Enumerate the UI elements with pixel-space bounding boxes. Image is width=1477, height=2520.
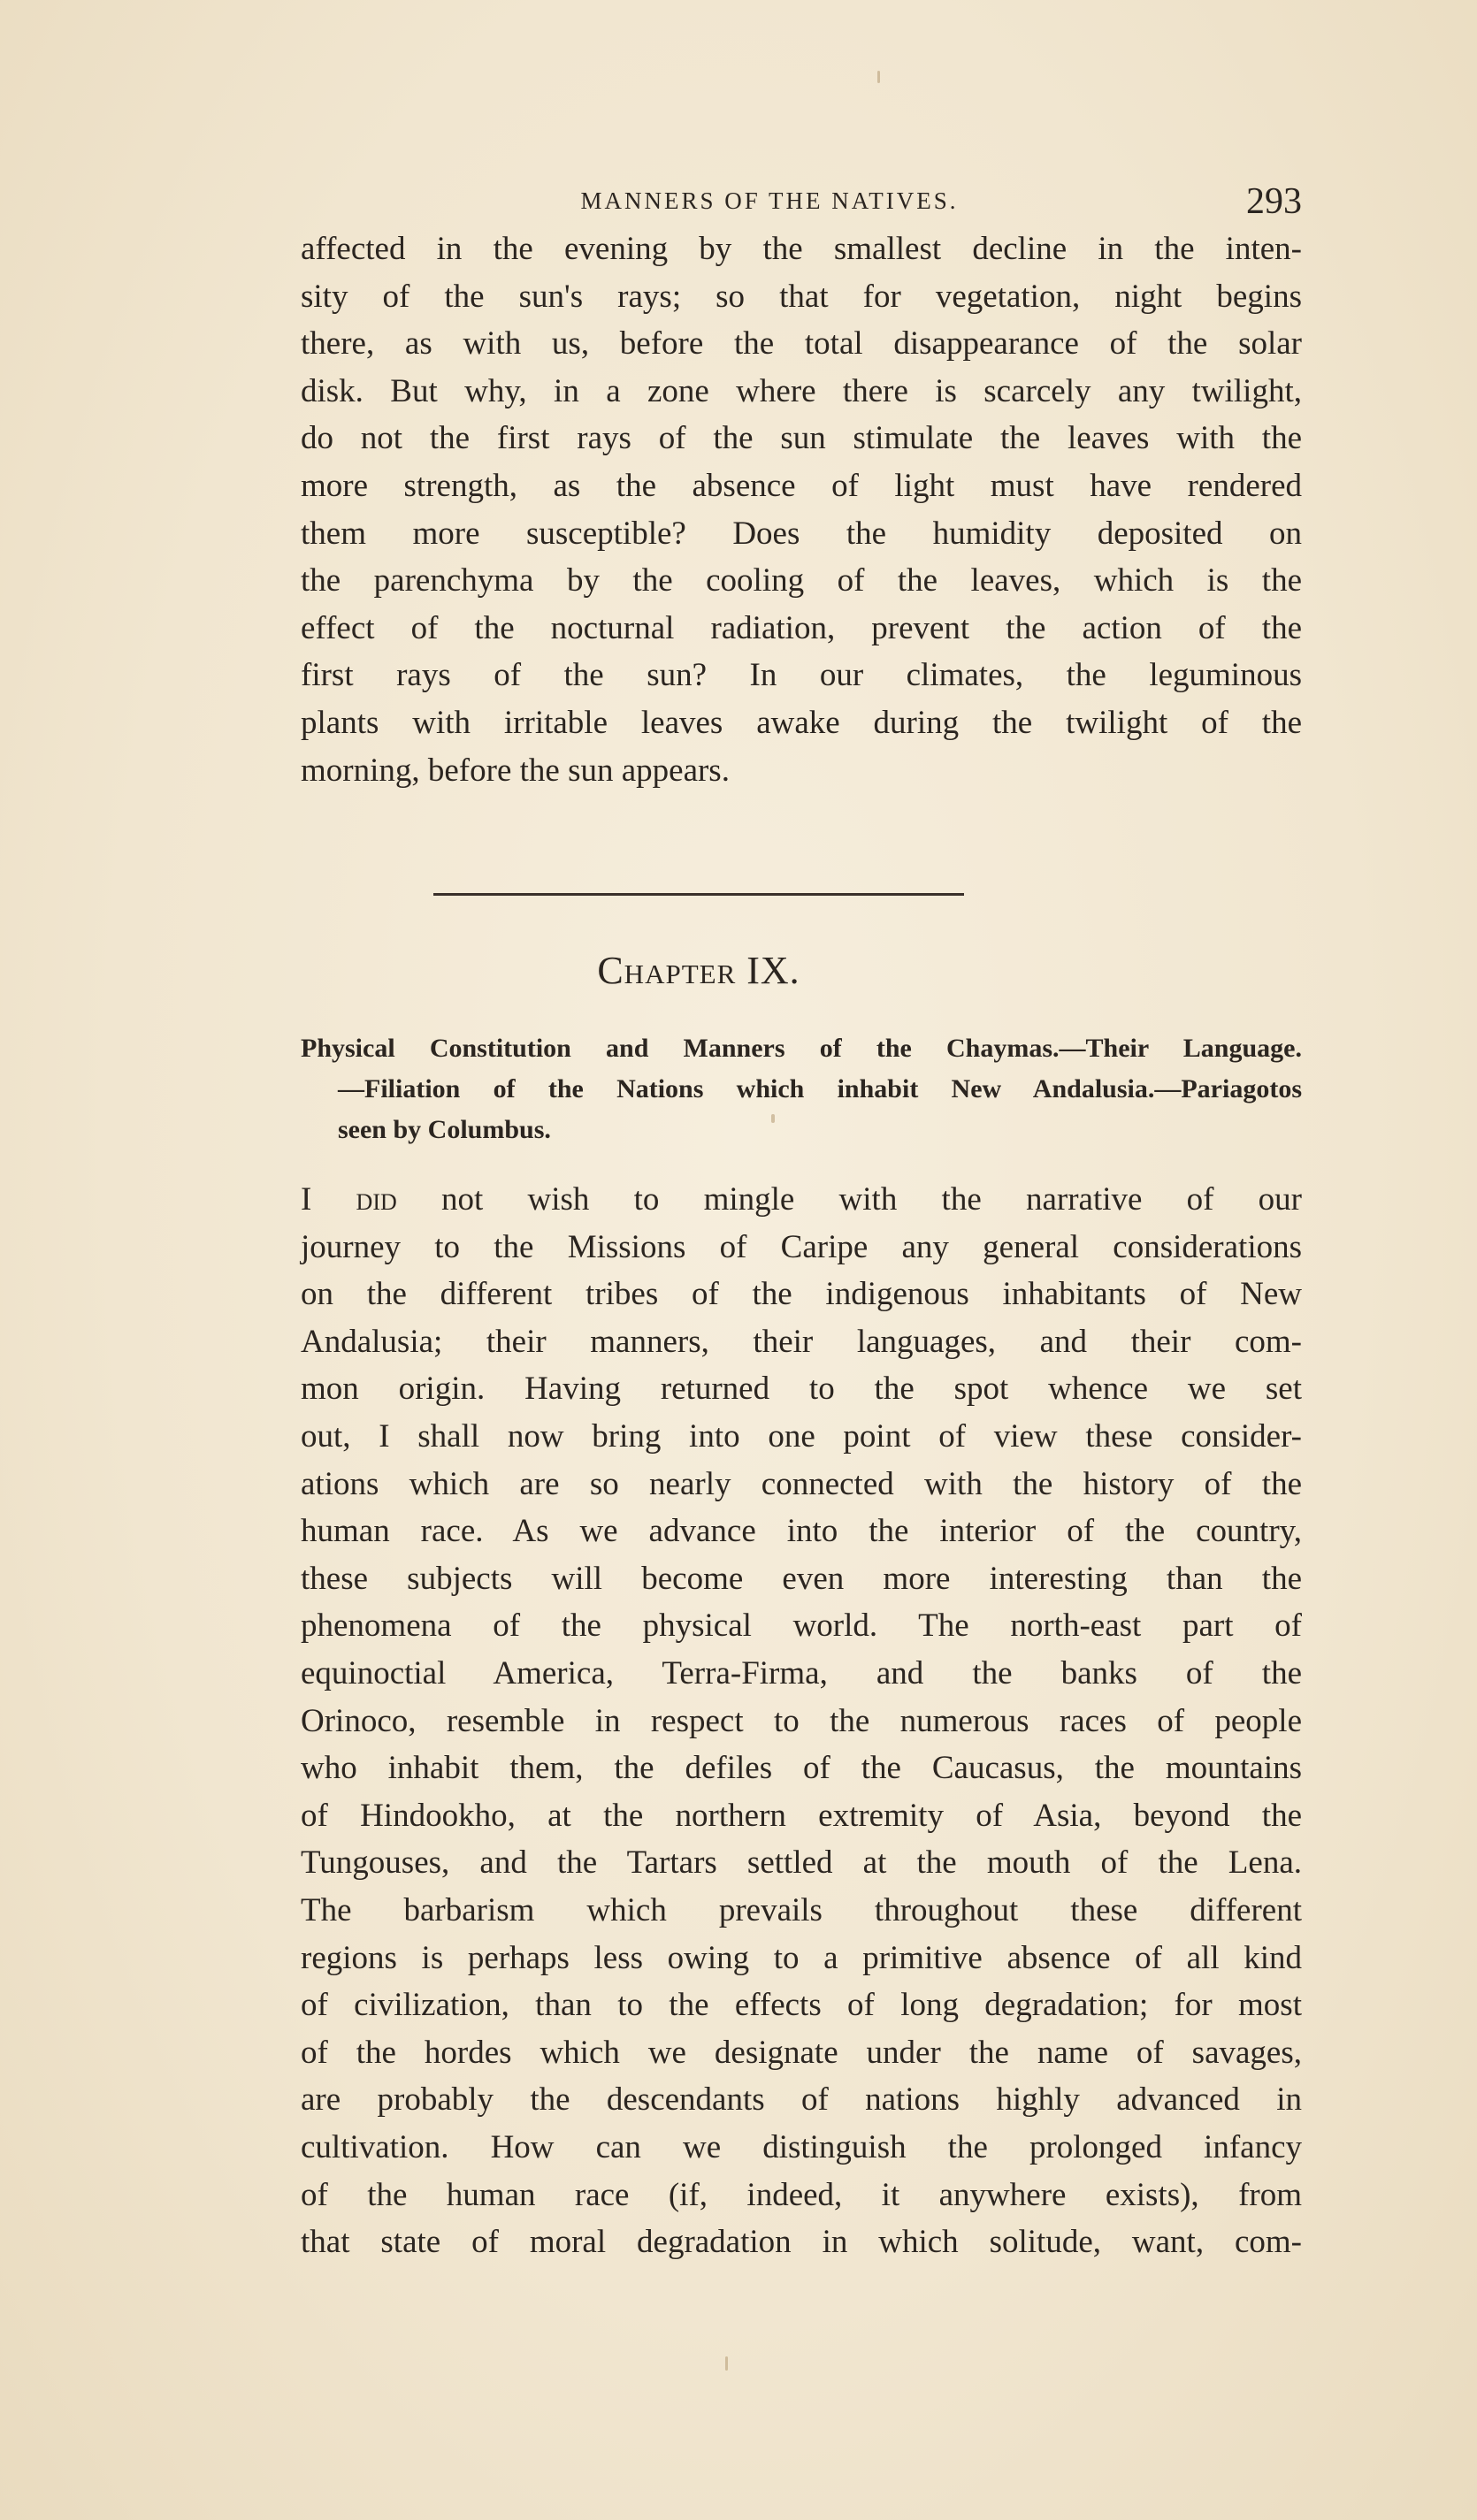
text-line: cultivation. How can we distinguish the prolonged infancy (301, 2129, 1302, 2165)
text-line: morning, before the sun appears. (301, 752, 730, 789)
text-line: these subjects will become even more interesting than the (301, 1560, 1302, 1597)
chapter-summary-line: Physical Constitution and Manners of the Chaymas.—Their Language. (301, 1034, 1302, 1063)
text-line: Tungouses, and the Tartars settled at the mouth of the Lena. (301, 1844, 1302, 1882)
text-line: there, as with us, before the total disappearance of the solar (301, 325, 1302, 363)
opening-smallcaps: did (356, 1181, 397, 1218)
text-line: the parenchyma by the cooling of the leaves, which is the (301, 562, 1302, 599)
opening-word: I (301, 1181, 312, 1218)
chapter-title: Chapter IX. (597, 949, 800, 992)
text-line: of Hindookho, at the northern extremity of Asia, beyond the (301, 1797, 1302, 1834)
text-line: ations which are so nearly connected with the history of the (301, 1465, 1302, 1502)
chapter-summary-line: seen by Columbus. (338, 1115, 551, 1144)
chapter-summary-line: —Filiation of the Nations which inhabit New Andalusia.—Pariagotos (338, 1074, 1302, 1103)
text-line: are probably the descendants of nations highly advanced in (301, 2081, 1302, 2119)
running-head-title: MANNERS OF THE NATIVES. (580, 187, 959, 214)
text-line: plants with irritable leaves awake during the twilight of the (301, 705, 1302, 741)
text-line: of the human race (if, indeed, it anywhere exists), from (301, 2176, 1302, 2213)
text-line: first rays of the sun? In our climates, the leguminous (301, 657, 1302, 694)
text-line: more strength, as the absence of light must have rendered (301, 468, 1302, 504)
paper-speck (877, 71, 880, 83)
text-line: disk. But why, in a zone where there is scarcely any twilight, (301, 372, 1302, 409)
text-line: of the hordes which we designate under the name of savages, (301, 2034, 1302, 2071)
text-line: Orinoco, resemble in respect to the numerous races of people (301, 1702, 1302, 1739)
text-line: on the different tribes of the indigenous inhabitants of New (301, 1276, 1302, 1313)
text-line: equinoctial America, Terra-Firma, and the banks of the (301, 1655, 1302, 1691)
text-line: regions is perhaps less owing to a primitive absence of all kind (301, 1939, 1302, 1976)
text-line: them more susceptible? Does the humidity deposited on (301, 515, 1302, 552)
text-line (301, 1180, 1302, 1219)
text-line: journey to the Missions of Caripe any general considerations (301, 1228, 1302, 1265)
text-line: phenomena of the physical world. The north-east part of (301, 1607, 1302, 1645)
text-line: out, I shall now bring into one point of view these consider- (301, 1418, 1302, 1455)
paper-speck (771, 1114, 775, 1123)
text-line: mon origin. Having returned to the spot whence we set (301, 1371, 1302, 1408)
text-line: affected in the evening by the smallest decline in the inten- (301, 231, 1302, 267)
text-line: do not the first rays of the sun stimulate the leaves with the (301, 420, 1302, 457)
first-line-rest: not wish to mingle with the narrative of our (440, 1181, 1302, 1218)
text-line: sity of the sun's rays; so that for vegetation, night begins (301, 278, 1302, 315)
text-line: who inhabit them, the defiles of the Caucasus, the mountains (301, 1750, 1302, 1787)
text-line: human race. As we advance into the interior of the country, (301, 1513, 1302, 1550)
text-line: of civilization, than to the effects of long degradation; for most (301, 1987, 1302, 2024)
text-line: The barbarism which prevails throughout these different (301, 1892, 1302, 1928)
text-line: that state of moral degradation in which solitude, want, com- (301, 2224, 1302, 2261)
text-line: Andalusia; their manners, their languages, and their com- (301, 1323, 1302, 1360)
page-number: 293 (1246, 181, 1302, 222)
text-line: effect of the nocturnal radiation, prevent the action of the (301, 609, 1302, 646)
paper-speck (725, 2356, 728, 2371)
chapter-divider-rule (433, 893, 964, 896)
